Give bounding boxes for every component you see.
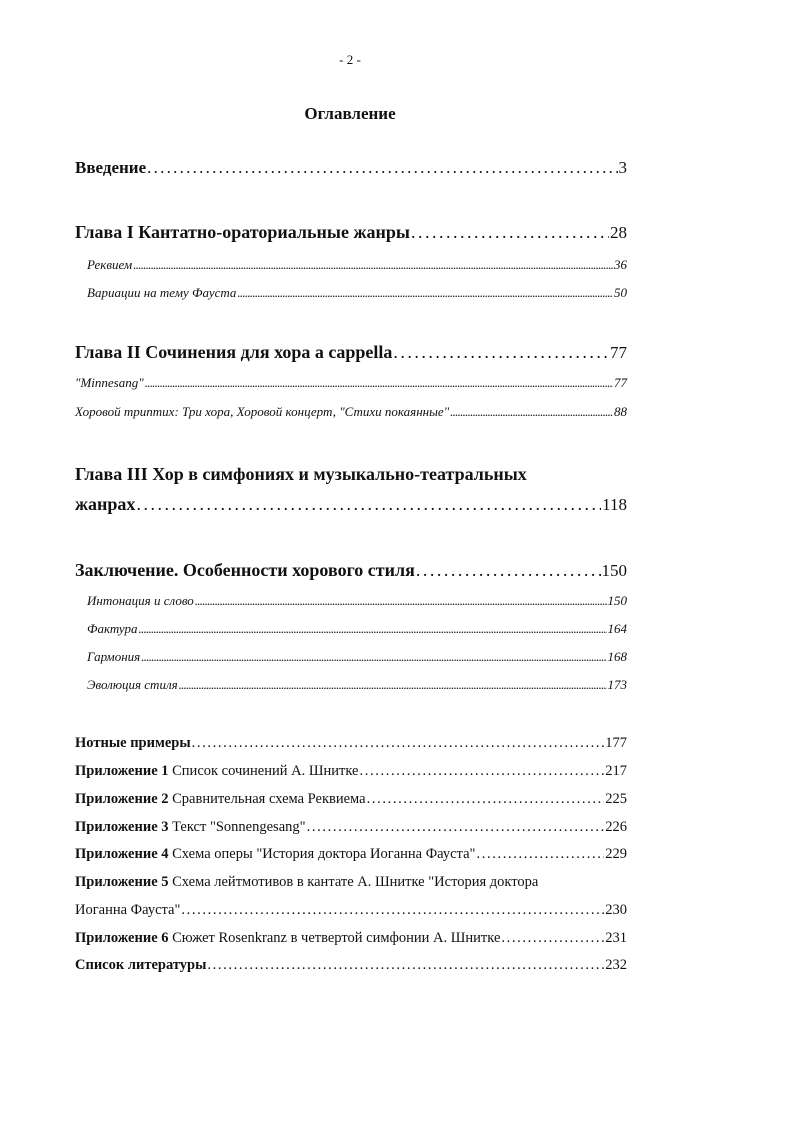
toc-heading: Оглавление (304, 104, 396, 123)
leader-dots (476, 846, 604, 863)
page-number: - 2 - (339, 52, 361, 67)
toc-entry-label: Введение (75, 158, 147, 177)
appendix-prefix: Приложение 5 (75, 874, 169, 890)
toc-entry-page: 229 (605, 846, 627, 862)
toc-entry-label: Вариации на тему Фауста (87, 285, 237, 300)
toc-subentry[interactable] (87, 285, 627, 301)
toc-entry-page: 28 (610, 223, 627, 242)
toc-entry-appendix-2[interactable] (75, 791, 627, 808)
toc-entry-page: 36 (614, 257, 627, 272)
toc-entry-appendix-4[interactable] (75, 846, 627, 863)
toc-entry-label: Список литературы (75, 957, 207, 973)
toc-entry-appendix-5[interactable] (75, 902, 627, 919)
toc-entry-label: Эволюция стиля (87, 677, 178, 692)
appendix-title: Схема лейтмотивов в кантате А. Шнитке "История доктора (168, 874, 539, 890)
toc-entry-appendix-3[interactable] (75, 819, 627, 836)
toc-entry-bibliography[interactable] (75, 957, 627, 974)
leader-dots (192, 735, 605, 752)
toc-subentry[interactable] (87, 649, 627, 665)
toc-entry-chapter-2[interactable] (75, 342, 627, 363)
toc-entry-page: 232 (605, 957, 627, 973)
toc-entry-chapter-3[interactable] (75, 494, 627, 515)
toc-entry-page: 230 (605, 902, 627, 918)
leader-dots (411, 222, 609, 243)
appendix-prefix: Приложение 4 (75, 846, 169, 862)
toc-entry-music-examples[interactable] (75, 735, 627, 752)
toc-subentry[interactable] (87, 621, 627, 637)
toc-entry-appendix-1[interactable] (75, 763, 627, 780)
toc-entry-page: 77 (614, 375, 627, 390)
toc-entry-appendix-6[interactable] (75, 930, 627, 947)
toc-entry-appendix-5-line1[interactable] (75, 874, 538, 891)
toc-entry-page: 231 (605, 930, 627, 946)
toc-entry-conclusion[interactable] (75, 560, 627, 581)
appendix-title: Сравнительная схема Реквиема (168, 791, 366, 807)
toc-subentry[interactable] (87, 257, 627, 273)
toc-entry-page: 177 (605, 735, 627, 751)
toc-subentry[interactable] (75, 375, 627, 391)
toc-entry-page: 217 (605, 763, 627, 779)
toc-entry-page: 226 (605, 819, 627, 835)
toc-entry-page: 164 (607, 621, 627, 636)
toc-entry-chapter-3-line1[interactable]: Глава III Хор в симфониях и музыкально-театральных (75, 464, 527, 484)
leader-dots (139, 621, 607, 637)
toc-entry-label: "Minnesang" (75, 375, 144, 390)
leader-dots (359, 763, 604, 780)
toc-entry-page: 50 (614, 285, 627, 300)
leader-dots (179, 677, 607, 693)
leader-dots (181, 902, 604, 919)
toc-entry-label (75, 846, 475, 863)
leader-dots (237, 285, 613, 301)
toc-entry-page: 3 (618, 158, 627, 177)
leader-dots (393, 342, 609, 363)
appendix-title: Сюжет Rosenkranz в четвертой симфонии А. Шнитке (168, 930, 501, 946)
toc-entry-label: Глава II Сочинения для хора a cappella (75, 342, 393, 362)
toc-entry-page: 225 (605, 791, 627, 807)
toc-subentry[interactable] (87, 677, 627, 693)
toc-entry-label (75, 819, 306, 836)
appendix-prefix: Приложение 2 (75, 791, 169, 807)
toc-entry-label: Фактура (87, 621, 138, 636)
toc-entry-label: Реквием (87, 257, 133, 272)
appendix-prefix: Приложение 3 (75, 819, 169, 835)
toc-subentry[interactable] (87, 593, 627, 609)
leader-dots (136, 494, 601, 515)
toc-entry-page: 118 (602, 495, 627, 514)
leader-dots (207, 957, 604, 974)
toc-entry-page: 150 (607, 593, 627, 608)
toc-subentry[interactable] (75, 404, 627, 420)
leader-dots (141, 649, 606, 665)
toc-entry-label: Гармония (87, 649, 141, 664)
leader-dots (195, 593, 607, 609)
toc-entry-label (75, 930, 500, 947)
appendix-title: Текст "Sonnengesang" (168, 819, 306, 835)
toc-entry-page: 150 (601, 561, 627, 580)
toc-entry-label (75, 791, 366, 808)
toc-entry-page: 168 (607, 649, 627, 664)
leader-dots (307, 819, 605, 836)
appendix-prefix: Приложение 6 (75, 930, 169, 946)
toc-entry-label: жанрах (75, 494, 136, 514)
leader-dots (450, 404, 613, 420)
toc-entry-label: Интонация и слово (87, 593, 194, 608)
leader-dots (416, 560, 601, 581)
leader-dots (501, 930, 604, 947)
toc-entry-label: Хоровой триптих: Три хора, Хоровой концерт, "Стихи покаянные" (75, 404, 450, 419)
toc-entry-label: Нотные примеры (75, 735, 191, 751)
leader-dots (145, 375, 613, 391)
appendix-title: Схема оперы "История доктора Иоганна Фауста" (168, 846, 476, 862)
toc-entry-label: Иоганна Фауста" (75, 902, 181, 918)
appendix-title: Список сочинений А. Шнитке (168, 763, 359, 779)
toc-entry-label (75, 763, 358, 780)
toc-entry-chapter-1[interactable] (75, 222, 627, 243)
toc-entry-page: 88 (614, 404, 627, 419)
toc-entry-label: Глава I Кантатно-ораториальные жанры (75, 222, 410, 242)
leader-dots (133, 257, 613, 273)
toc-entry-intro[interactable] (75, 158, 627, 178)
leader-dots (367, 791, 605, 808)
appendix-prefix: Приложение 1 (75, 763, 169, 779)
toc-entry-page: 173 (607, 677, 627, 692)
toc-entry-page: 77 (610, 343, 627, 362)
toc-entry-label: Заключение. Особенности хорового стиля (75, 560, 415, 580)
leader-dots (147, 158, 617, 178)
